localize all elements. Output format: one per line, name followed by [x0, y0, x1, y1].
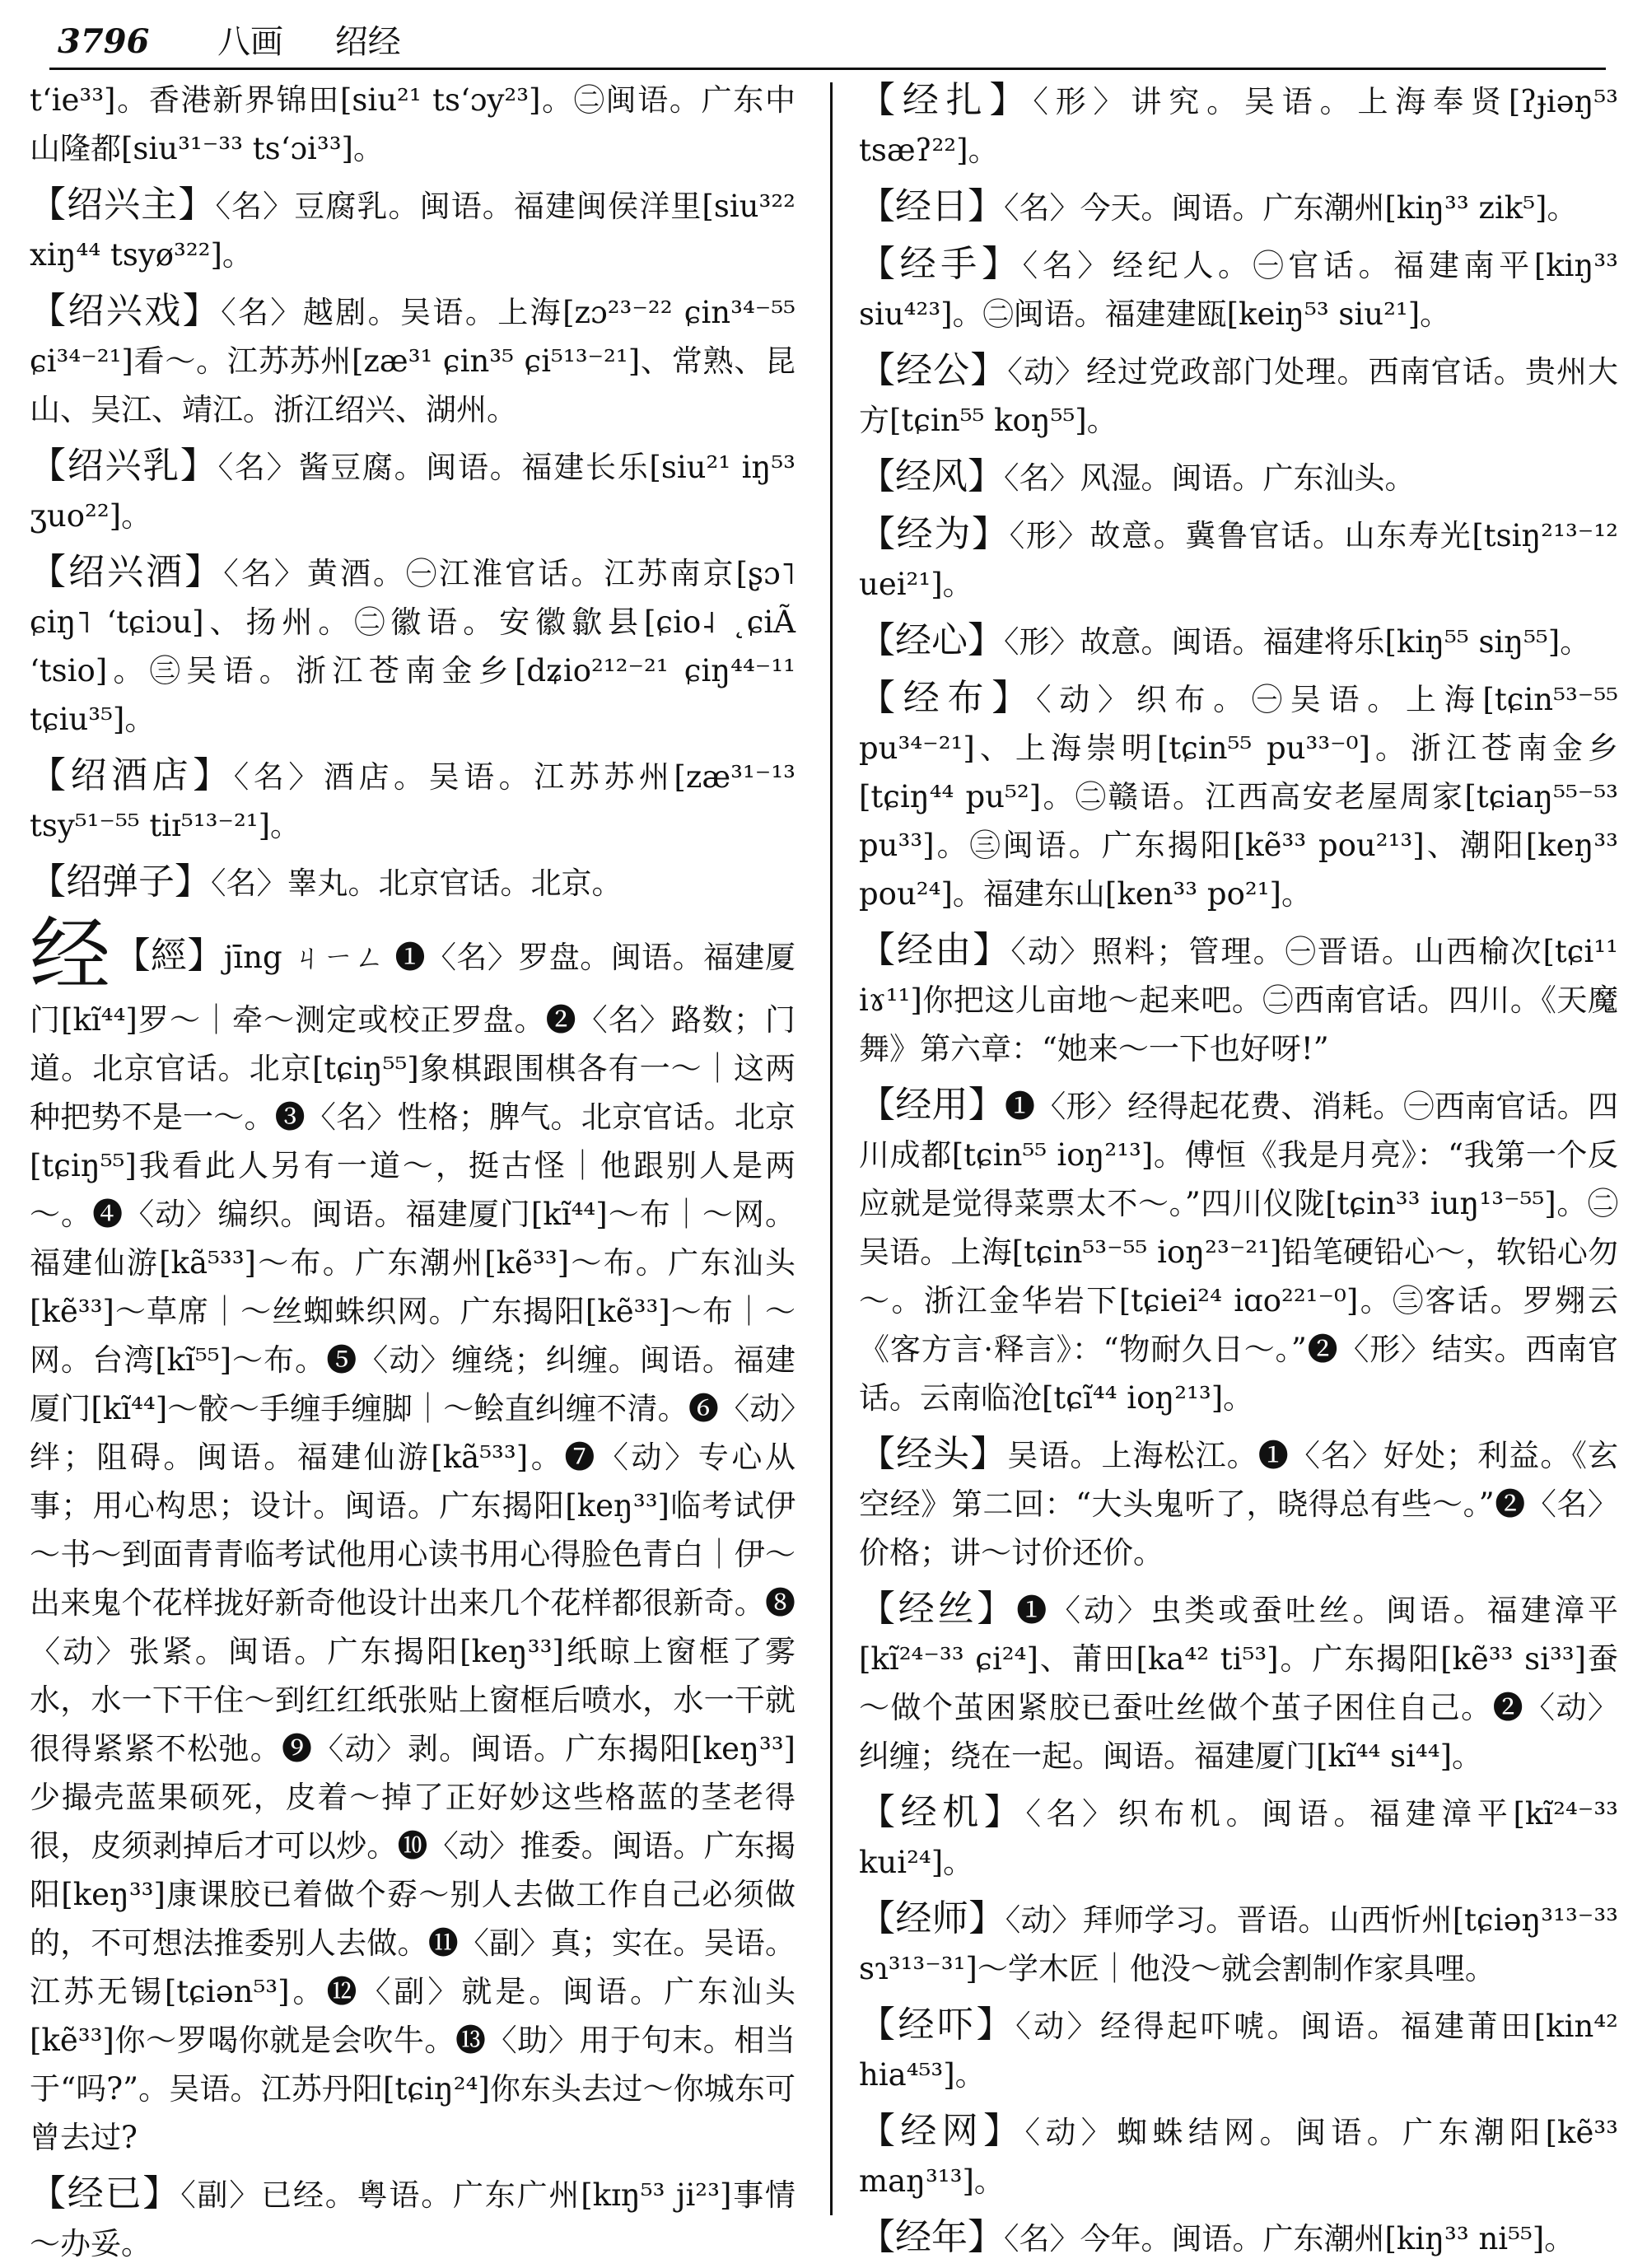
section-label: 八画 [217, 23, 284, 61]
entry-character: 经 [30, 908, 111, 1002]
entry-continuation [30, 76, 796, 173]
entry-headword: 【经已】 [30, 2172, 181, 2214]
dictionary-entry [30, 751, 796, 850]
entry-body: ❶〈动〉虫类或蚕吐丝。闽语。福建漳平[kĩ²⁴⁻³³ ɕi²⁴]、莆田[ka⁴² ti⁵³]。广东揭阳[kẽ³³ si³³]蚕～做个茧困紧胶已蚕吐丝做个茧子困住自己。❷〈动〉纠缠；绕在一起。闽语。福建厦门[kĩ⁴⁴ si⁴⁴]。 [859, 1593, 1619, 1774]
entry-body: 〈名〉织布机。闽语。福建漳平[kĩ²⁴⁻³³ kui²⁴]。 [859, 1796, 1618, 1880]
entry-body: 〈副〉已经。粤语。广东广州[kɪŋ⁵³ ji²³]事情～办妥。 [30, 2177, 796, 2261]
dictionary-entry [859, 240, 1618, 338]
entry-headword: 【经年】 [859, 2216, 1004, 2258]
page-number: 3796 [58, 22, 150, 61]
entry-headword: 【经为】 [859, 513, 1010, 555]
entry-body: 吴语。上海松江。❶〈名〉好处；利益。《玄空经》第二回：“大头鬼听了，晓得总有些～。”❷〈名〉价格；讲～讨价还价。 [859, 1438, 1619, 1570]
dictionary-entry [30, 908, 796, 2162]
dictionary-entry [30, 2169, 796, 2268]
dictionary-entry [859, 1080, 1618, 1422]
entry-body: 〈名〉豆腐乳。闽语。福建闽侯洋里[siu³²² xiŋ⁴⁴ tsyø³²²]。 [30, 189, 796, 273]
entry-body: 〈名〉经纪人。㊀官话。福建南平[kiŋ³³ siu⁴²³]。㊁闽语。福建建瓯[keiŋ⁵³ siu²¹]。 [859, 248, 1618, 332]
dictionary-entry [859, 1894, 1618, 1993]
dictionary-entry [859, 452, 1618, 502]
dictionary-entry [859, 346, 1618, 445]
dictionary-entry [859, 1584, 1618, 1780]
entry-body: 〈名〉睾丸。北京官话。北京。 [211, 866, 623, 901]
entry-body: 〈动〉拜师学习。晋语。山西忻州[tɕiəŋ³¹³⁻³³ sɿ³¹³⁻³¹]～学木匠｜他没～就会割制作家具哩。 [859, 1902, 1618, 1986]
entry-body: 〈名〉酒店。吴语。江苏苏州[zæ³¹⁻¹³ tsy⁵¹⁻⁵⁵ tiɪ⁵¹³⁻²¹]。 [30, 759, 796, 843]
dictionary-entry [859, 510, 1618, 609]
header-keyword: 绍经 [334, 23, 401, 61]
dictionary-entry [859, 926, 1618, 1073]
entry-headword: 【经头】 [859, 1433, 1008, 1475]
dictionary-entry [859, 182, 1618, 232]
entry-headword: 【经心】 [859, 619, 1004, 661]
entry-body: 〈形〉故意。闽语。福建将乐[kiŋ⁵⁵ siŋ⁵⁵]。 [1004, 624, 1591, 660]
right-column [859, 76, 1619, 2258]
entry-headword: 【经风】 [859, 455, 1004, 497]
entry-headword: 【經】 [114, 935, 224, 977]
dictionary-entry [859, 2000, 1618, 2099]
dictionary-entry [30, 441, 796, 540]
page-header [58, 13, 1606, 71]
entry-body: 〈动〉经得起吓唬。闽语。福建莆田[kin⁴² hia⁴⁵³]。 [859, 2009, 1618, 2093]
entry-body: 〈动〉织布。㊀吴语。上海[tɕin⁵³⁻⁵⁵ pu³⁴⁻²¹]、上海崇明[tɕin⁵⁵ pu³³⁻⁰]。浙江苍南金乡[tɕiŋ⁴⁴ pu⁵²]。㊁赣语。江西高安老屋周家[tɕiaŋ⁵⁵⁻⁵³ pu³³]。㊂闽语。广东揭阳[kẽ³³ pou²¹³]、潮阳[keŋ³³ pou²⁴]。福建东山[ken³³ po²¹]。 [859, 682, 1618, 912]
dictionary-entry [30, 548, 796, 744]
entry-body: 〈动〉蜘蛛结网。闽语。广东潮阳[kẽ³³ maŋ³¹³]。 [859, 2115, 1619, 2199]
entry-body: 〈名〉今年。闽语。广东潮州[kiŋ³³ ni⁵⁵]。 [1004, 2221, 1575, 2256]
entry-headword: 【经吓】 [859, 2004, 1016, 2046]
entry-body: 〈名〉今天。闽语。广东潮州[kiŋ³³ zik⁵]。 [1004, 190, 1578, 226]
entry-body: jīng ㄐㄧㄥ ❶〈名〉罗盘。闽语。福建厦门[kĩ⁴⁴]罗～｜牵～测定或校正罗盘。❷〈名〉路数；门道。北京官话。北京[tɕiŋ⁵⁵]象棋跟围棋各有一～｜这两种把势不是一～。❸〈名〉性格；脾气。北京官话。北京[tɕiŋ⁵⁵]我看此人另有一道～，挺古怪｜他跟别人是两～。❹〈动〉编织。闽语。福建厦门[kĩ⁴⁴]～布｜～网。福建仙游[kã⁵³³]～布。广东潮州[kẽ³³]～布。广东汕头[kẽ³³]～草席｜～丝蜘蛛织网。广东揭阳[kẽ³³]～布｜～网。台湾[kĩ⁵⁵]～布。❺〈动〉缠绕；纠缠。闽语。福建厦门[kĩ⁴⁴]～骹～手缠手缠脚｜～鲙直纠缠不清。❻〈动〉绊；阻碍。闽语。福建仙游[kã⁵³³]。❼〈动〉专心从事；用心构思；设计。闽语。广东揭阳[keŋ³³]临考试伊～书～到面青青临考试他用心读书用心得脸色青白｜伊～出来鬼个花样拢好新奇他设计出来几个花样都很新奇。❽〈动〉张紧。闽语。广东揭阳[keŋ³³]纸晾上窗框了雾水，水一下干住～到红红纸张贴上窗框后喷水，水一干就很得紧紧不松弛。❾〈动〉剥。闽语。广东揭阳[keŋ³³]少撮壳蓝果硕死，皮着～掉了正好妙这些格蓝的茎老得很，皮须剥掉后才可以炒。❿〈动〉推委。闽语。广东揭阳[keŋ³³]康课胶已着做个孬～别人去做工作自己必须做的，不可想法推委别人去做。⓫〈副〉真；实在。吴语。江苏无锡[tɕiən⁵³]。⓬〈副〉就是。闽语。广东汕头[kẽ³³]你～罗喝你就是会吹牛。⓭〈助〉用于句末。相当于“吗?”。吴语。江苏丹阳[tɕiŋ²⁴]你东头去过～你城东可曾去过? [30, 940, 796, 2155]
entry-headword: 【经机】 [859, 1791, 1026, 1833]
entry-body: 〈动〉经过党政部门处理。西南官话。贵州大方[tɕin⁵⁵ koŋ⁵⁵]。 [859, 354, 1619, 438]
entry-headword: 【经由】 [859, 929, 1011, 971]
dictionary-entry [859, 1430, 1618, 1577]
entry-headword: 【绍兴戏】 [30, 290, 222, 332]
dictionary-entry [859, 1788, 1618, 1887]
header-rule [49, 68, 1606, 70]
entry-headword: 【绍兴乳】 [30, 445, 218, 487]
entry-headword: 【经用】 [859, 1084, 1005, 1126]
dictionary-entry [859, 2213, 1618, 2263]
entry-headword: 【经日】 [859, 185, 1004, 227]
entry-headword: 【绍酒店】 [30, 754, 234, 796]
entry-body: 〈名〉风湿。闽语。广东汕头。 [1004, 460, 1416, 496]
dictionary-entry [30, 180, 796, 279]
entry-body: 〈动〉照料；管理。㊀晋语。山西榆次[tɕi¹¹ iɤ¹¹]你把这儿亩地～起来吧。㊁西南官话。四川。《天魔舞》第六章：“她来～一下也好呀!” [859, 934, 1618, 1066]
entry-body: tʻie³³]。香港新界锦田[siu²¹ tsʻɔy²³]。㊁闽语。广东中山隆都[siu³¹⁻³³ tsʻɔi³³]。 [30, 82, 796, 166]
entry-body: 〈名〉越剧。吴语。上海[zɔ²³⁻²² ɕin³⁴⁻⁵⁵ ɕi³⁴⁻²¹]看～。江苏苏州[zæ³¹ ɕin³⁵ ɕi⁵¹³⁻²¹]、常熟、昆山、吴江、靖江。浙江绍兴、湖州。 [30, 295, 796, 427]
entry-headword: 【经网】 [859, 2110, 1025, 2152]
entry-headword: 【绍兴主】 [30, 184, 216, 226]
left-column [30, 76, 796, 2261]
entry-body: 〈形〉讲究。吴语。上海奉贤[ʔɟiəŋ⁵³ tsæʔ²²]。 [859, 84, 1618, 168]
entry-headword: 【绍兴酒】 [30, 551, 224, 593]
entry-body: 〈形〉故意。冀鲁官话。山东寿光[tsiŋ²¹³⁻¹² uei²¹]。 [859, 518, 1619, 602]
entry-body: ❶〈形〉经得起花费、消耗。㊀西南官话。四川成都[tɕin⁵⁵ ioŋ²¹³]。傅恒《我是月亮》：“我第一个反应就是觉得菜票太不～。”四川仪陇[tɕin³³ iuŋ¹³⁻⁵⁵]。㊁吴语。上海[tɕin⁵³⁻⁵⁵ ioŋ²³⁻²¹]铅笔硬铅心～，软铅心勿～。浙江金华岩下[tɕiei²⁴ iɑo²²¹⁻⁰]。㊂客话。罗翙云《客方言·释言》：“物耐久日～。”❷〈形〉结实。西南官话。云南临沧[tɕĩ⁴⁴ ioŋ²¹³]。 [859, 1089, 1619, 1416]
dictionary-entry [30, 287, 796, 434]
entry-headword: 【经师】 [859, 1897, 1005, 1939]
entry-headword: 【绍弹子】 [30, 861, 211, 903]
entry-headword: 【经丝】 [859, 1588, 1017, 1630]
dictionary-entry [859, 2107, 1618, 2205]
column-divider [830, 82, 833, 2215]
entry-headword: 【经公】 [859, 349, 1008, 391]
entry-body: 〈名〉酱豆腐。闽语。福建长乐[siu²¹ iŋ⁵³ ʒuo²²]。 [30, 450, 796, 534]
entry-body: 〈名〉黄酒。㊀江淮官话。江苏南京[ʂɔ˥ ɕiŋ˥ ʻtɕiɔu]、扬州。㊁徽语。安徽歙县[ɕio˨ ˛ɕiÃ ʻtsio]。㊂吴语。浙江苍南金乡[dʑio²¹²⁻²¹ ɕiŋ⁴⁴⁻¹¹ tɕiu³⁵]。 [30, 556, 796, 737]
entry-headword: 【经布】 [859, 677, 1036, 719]
dictionary-entry [859, 76, 1618, 175]
entry-headword: 【经扎】 [859, 79, 1033, 121]
dictionary-entry [30, 857, 796, 908]
dictionary-entry [859, 616, 1618, 666]
entry-headword: 【经手】 [859, 243, 1023, 285]
dictionary-entry [859, 674, 1618, 918]
